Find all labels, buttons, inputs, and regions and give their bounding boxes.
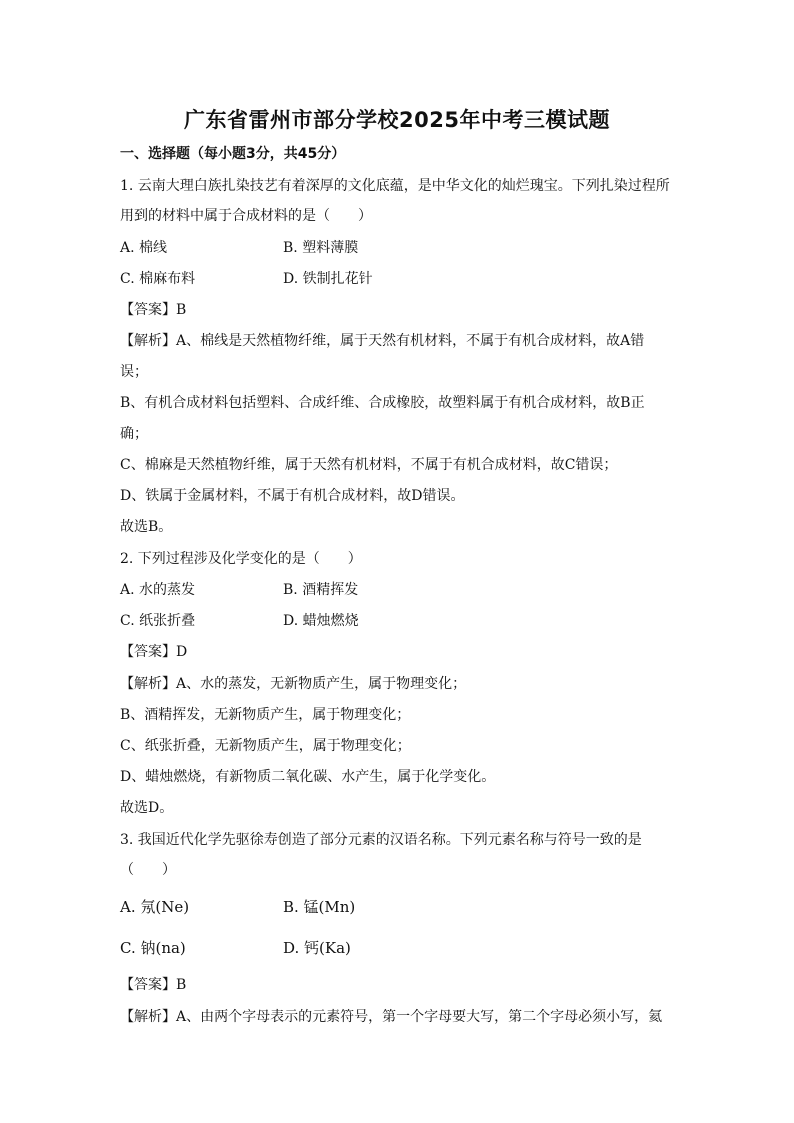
q2-option-d: D. 蜡烛燃烧 bbox=[283, 613, 359, 629]
q2-analysis-line1: 【解析】A、水的蒸发，无新物质产生，属于物理变化； bbox=[120, 676, 467, 692]
q1-option-c: C. 棉麻布料 bbox=[120, 271, 196, 287]
q1-option-d: D. 铁制扎花针 bbox=[283, 271, 373, 287]
q1-analysis-line1: 【解析】A、棉线是天然植物纤维，属于天然有机材料，不属于有机合成材料，故A错 bbox=[120, 333, 645, 349]
q3-stem-line1: 3. 我国近代化学先驱徐寿创造了部分元素的汉语名称。下列元素名称与符号一致的是 bbox=[120, 832, 642, 848]
q3-option-a: A. 氖(Ne) bbox=[120, 898, 190, 916]
q3-answer: 【答案】B bbox=[120, 977, 187, 993]
q2-answer: 【答案】D bbox=[120, 644, 188, 660]
q2-option-a: A. 水的蒸发 bbox=[120, 582, 196, 598]
q1-conclusion: 故选B。 bbox=[120, 519, 173, 535]
q1-answer: 【答案】B bbox=[120, 302, 187, 318]
q1-analysis-line4: 确； bbox=[120, 426, 148, 442]
page-title: 广东省雷州市部分学校2025年中考三模试题 bbox=[184, 108, 610, 132]
q1-stem-line1: 1. 云南大理白族扎染技艺有着深厚的文化底蕴，是中华文化的灿烂瑰宝。下列扎染过程所 bbox=[120, 178, 670, 194]
q3-stem-line2: （ ） bbox=[120, 862, 176, 878]
q1-option-b: B. 塑料薄膜 bbox=[283, 240, 359, 256]
q2-option-c: C. 纸张折叠 bbox=[120, 613, 196, 629]
q3-option-b: B. 锰(Mn) bbox=[283, 898, 356, 916]
q1-stem-line2: 用到的材料中属于合成材料的是（ ） bbox=[120, 208, 372, 224]
q2-analysis-line3: C、纸张折叠，无新物质产生，属于物理变化； bbox=[120, 738, 411, 754]
q3-analysis-line1: 【解析】A、由两个字母表示的元素符号，第一个字母要大写，第二个字母必须小写，氦 bbox=[120, 1009, 663, 1025]
q2-analysis-line4: D、蜡烛燃烧，有新物质二氧化碳、水产生，属于化学变化。 bbox=[120, 769, 496, 785]
q2-analysis-line2: B、酒精挥发，无新物质产生，属于物理变化； bbox=[120, 707, 411, 723]
q1-analysis-line2: 误； bbox=[120, 364, 148, 380]
q1-analysis-line3: B、有机合成材料包括塑料、合成纤维、合成橡胶，故塑料属于有机合成材料，故B正 bbox=[120, 395, 645, 411]
section-heading: 一、选择题（每小题3分，共45分） bbox=[120, 146, 346, 162]
q2-stem: 2. 下列过程涉及化学变化的是（ ） bbox=[120, 551, 362, 567]
q3-option-c: C. 钠(na) bbox=[120, 939, 186, 957]
q1-option-a: A. 棉线 bbox=[120, 240, 168, 256]
q1-analysis-line6: D、铁属于金属材料，不属于有机合成材料，故D错误。 bbox=[120, 488, 465, 504]
q1-analysis-line5: C、棉麻是天然植物纤维，属于天然有机材料，不属于有机合成材料，故C错误； bbox=[120, 457, 618, 473]
q2-conclusion: 故选D。 bbox=[120, 800, 174, 816]
q2-option-b: B. 酒精挥发 bbox=[283, 582, 359, 598]
q3-option-d: D. 钙(Ka) bbox=[283, 939, 351, 957]
